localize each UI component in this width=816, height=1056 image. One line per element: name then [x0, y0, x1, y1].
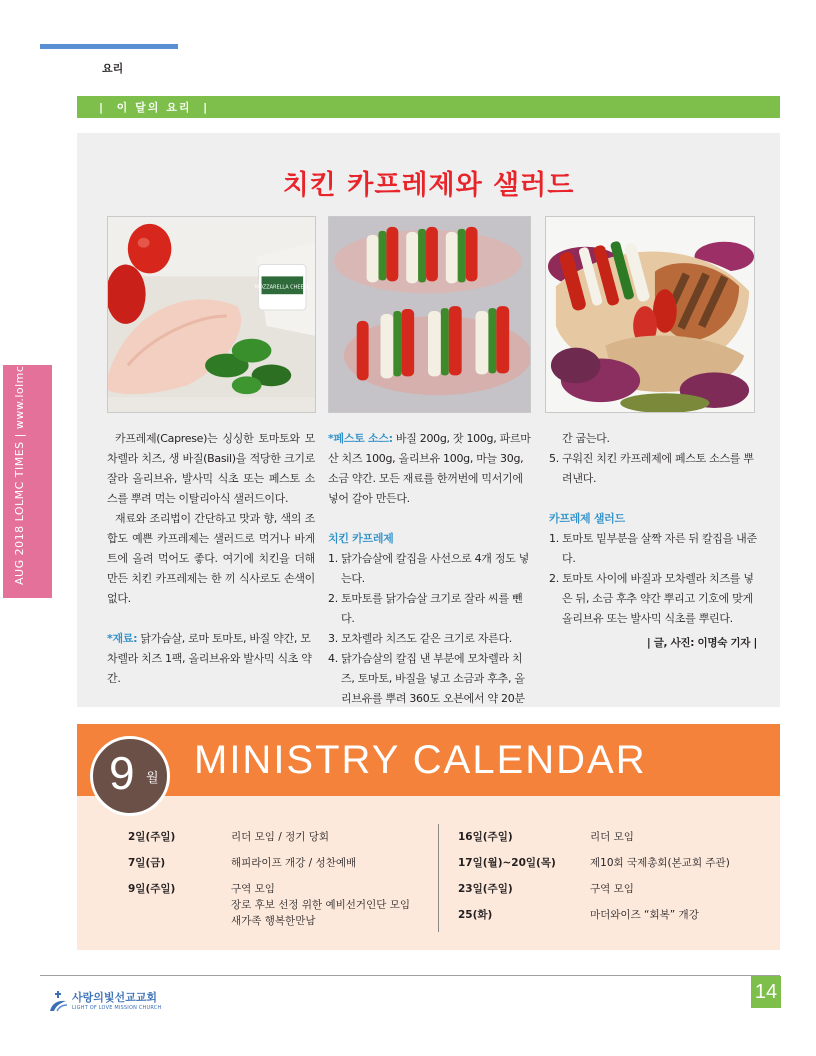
calendar-body — [77, 796, 780, 950]
recipe-article — [77, 133, 780, 707]
top-accent-rule — [40, 44, 178, 49]
calendar-date: 17일(월)~20일(목) — [458, 857, 556, 869]
chicken-step-3: 3. 모차렐라 치즈도 같은 크기로 자른다. — [328, 632, 512, 645]
intro-paragraph-2: 재료와 조리법이 간단하고 맛과 향, 색의 조합도 예쁜 카프레제는 샐러드로 먹거나 바게트에 올려 먹어도 좋다. 여기에 치킨을 더해 만든 치킨 카프레제는 한 끼 식사로도 손색이 없다. — [107, 512, 315, 605]
chicken-caprese-heading: 치킨 카프레제 — [328, 532, 394, 545]
page-number: 14 — [751, 976, 781, 1008]
church-name-english: LIGHT OF LOVE MISSION CHURCH — [72, 1005, 162, 1011]
monthly-recipe-banner — [77, 96, 780, 118]
calendar-event: 구역 모임 — [231, 883, 275, 895]
church-logo — [48, 987, 168, 1017]
pesto-paragraph — [328, 429, 534, 509]
ingredients-text: 닭가슴살, 로마 토마토, 바질 약간, 모차렐라 치즈 1팩, 올리브유와 발사믹 식초 약간. — [107, 632, 312, 685]
church-logo-icon — [48, 989, 68, 1013]
chicken-step-4-continued: 간 굽는다. — [562, 432, 610, 445]
church-name: 사랑의빛선교교회 — [72, 991, 158, 1004]
calendar-event: 새가족 행복한만남 — [231, 915, 316, 927]
side-tab-text: AUG 2018 LOLMC TIMES | www.lolmc.org — [13, 342, 26, 585]
calendar-date: 9일(주일) — [128, 883, 176, 895]
article-column-1 — [107, 429, 315, 689]
ingredients-paragraph — [107, 629, 315, 689]
month-badge — [90, 736, 170, 816]
calendar-event: 리더 모임 — [590, 831, 634, 843]
ingredients-label: *재료: — [107, 632, 138, 645]
calendar-title: MINISTRY CALENDAR — [194, 738, 647, 782]
section-label: 요리 — [102, 62, 124, 75]
calendar-divider — [438, 824, 439, 932]
salad-step-1: 1. 토마토 밑부분을 살짝 자른 뒤 칼집을 내준다. — [549, 532, 757, 565]
calendar-event: 마더와이즈 “회복” 개강 — [590, 909, 699, 921]
calendar-event: 구역 모임 — [590, 883, 634, 895]
calendar-event: 장로 후보 선정 위한 예비선거인단 모임 — [231, 899, 410, 911]
footer-rule — [40, 975, 780, 976]
grilled-chicken-caprese-photo — [545, 216, 755, 413]
banner-text: | 이 달의 요리 | — [99, 101, 210, 114]
calendar-date: 2일(주일) — [128, 831, 176, 843]
calendar-date: 16일(주일) — [458, 831, 513, 843]
byline: | 글, 사진: 이명숙 기자 | — [646, 637, 757, 649]
chicken-ingredients-photo — [107, 216, 316, 413]
salad-step-2: 2. 토마토 사이에 바질과 모차렐라 치즈를 넣은 뒤, 소금 후추 약간 뿌리고 기호에 맞게 올리브유 또는 발사믹 식초를 뿌린다. — [549, 572, 754, 625]
chicken-step-2: 2. 토마토를 닭가슴살 크기로 잘라 씨를 뺀다. — [328, 592, 523, 625]
chicken-step-5: 5. 구워진 치킨 카프레제에 페스토 소스를 뿌려낸다. — [549, 452, 754, 485]
recipe-title: 치킨 카프레제와 샐러드 — [282, 170, 575, 201]
month-number: 9 — [109, 747, 135, 799]
calendar-event: 제10회 국제총회(본교회 주관) — [590, 857, 730, 869]
article-column-2 — [328, 429, 534, 709]
month-unit: 월 — [146, 771, 159, 786]
article-column-3 — [549, 429, 757, 653]
calendar-header — [77, 724, 780, 796]
stuffed-chicken-raw-photo — [328, 216, 531, 413]
calendar-event: 해피라이프 개강 / 성찬예배 — [231, 857, 357, 869]
caprese-salad-heading: 카프레제 샐러드 — [549, 512, 625, 525]
chicken-step-4: 4. 닭가슴살의 칼집 낸 부분에 모차렐라 치즈, 토마토, 바질을 넣고 소금과 후추, 올리브유를 뿌려 360도 오븐에서 약 20분 — [328, 652, 525, 705]
pesto-text: 바질 200g, 잣 100g, 파르마산 치즈 100g, 올리브유 100g, 마늘 30g, 소금 약간. 모든 재료를 한꺼번에 믹서기에 넣어 갈아 만든다. — [328, 432, 531, 505]
cheese-label-text: MOZZARELLA CHEESE — [254, 284, 310, 291]
calendar-date: 7일(금) — [128, 857, 166, 869]
side-tab — [3, 342, 52, 598]
calendar-event: 리더 모임 / 정기 당회 — [231, 831, 330, 843]
calendar-date: 23일(주일) — [458, 883, 513, 895]
pesto-label: *페스토 소스: — [328, 432, 393, 445]
intro-paragraph-1: 카프레제(Caprese)는 싱싱한 토마토와 모차렐라 치즈, 생 바질(Basil)을 적당한 크기로 잘라 올리브유, 발사믹 식초 또는 페스토 소스를 뿌려 먹는 이탈리아식 샐러드이다. — [107, 432, 315, 505]
chicken-step-1: 1. 닭가슴살에 칼집을 사선으로 4개 정도 넣는다. — [328, 552, 529, 585]
calendar-date: 25(화) — [458, 909, 493, 921]
